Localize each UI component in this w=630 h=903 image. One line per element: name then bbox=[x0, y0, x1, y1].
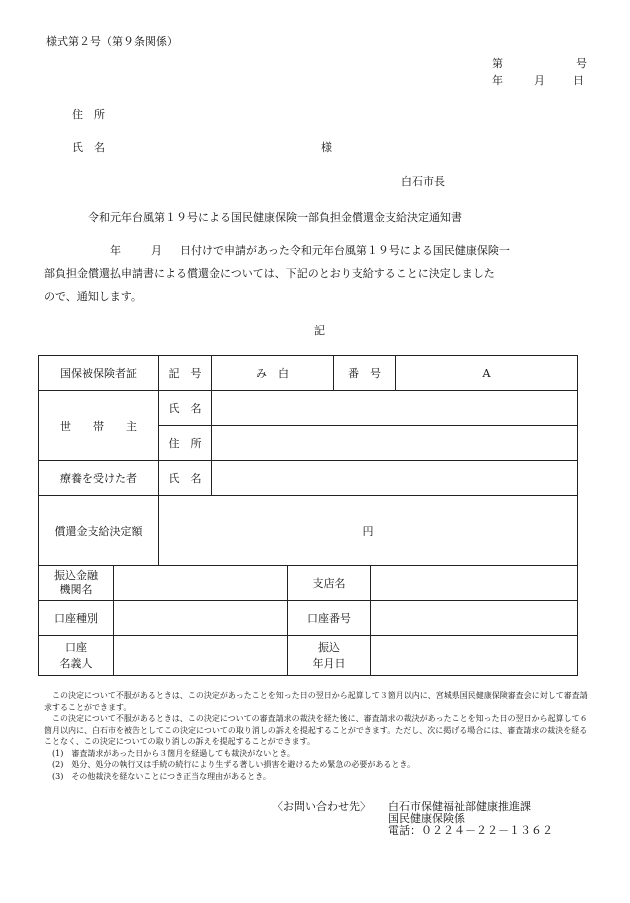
contact-label: 〈お問い合わせ先〉 bbox=[272, 800, 371, 813]
household-name-value bbox=[212, 391, 578, 426]
patient-name-label: 氏 名 bbox=[159, 461, 212, 496]
contact-department: 白石市保健福祉部健康推進課 bbox=[388, 800, 531, 813]
household-name-label: 氏 名 bbox=[159, 391, 212, 426]
account-holder-value bbox=[114, 636, 288, 676]
recipient-honorific: 様 bbox=[321, 141, 332, 154]
form-number: 様式第２号（第９条関係） bbox=[46, 35, 178, 48]
patient-label: 療養を受けた者 bbox=[39, 461, 159, 496]
account-holder-label bbox=[39, 636, 114, 676]
payment-decision-table bbox=[38, 355, 578, 676]
body-month: 月 bbox=[151, 244, 162, 257]
contact-block bbox=[388, 801, 553, 837]
transfer-date-value bbox=[371, 636, 578, 676]
number-label: 番 号 bbox=[334, 356, 396, 391]
date-month: 月 bbox=[534, 74, 545, 87]
body-line3: ので、通知します。 bbox=[44, 290, 142, 303]
note-item-2: (2) 処分、処分の執行又は手続の続行により生ずる著しい損害を避けるため緊急の必要があるとき。 bbox=[52, 760, 416, 769]
branch-label: 支店名 bbox=[288, 566, 371, 601]
account-holder-label-line2: 名義人 bbox=[59, 656, 93, 670]
note-paragraph-1: この決定について不服があるときは、この決定があったことを知った日の翌日から起算して３箇月以内に、宮城県国民健康保険審査会に対して審査請求することができます。 bbox=[44, 691, 588, 712]
branch-value bbox=[371, 566, 578, 601]
transfer-date-label bbox=[288, 636, 371, 676]
number-value: A bbox=[396, 356, 578, 391]
symbol-label: 記 号 bbox=[159, 356, 212, 391]
note-paragraph-2: この決定について不服があるときは、この決定についての審査請求の裁決を経た後に、審査請求の裁決があったことを知った日の翌日から起算して６箇月以内に、白石市を被告としてこの決定についての取り消しの訴えを提起することができます。ただし、次に掲げる場合には、審査請求の裁決を経ることなく、この決定についての取り消しの訴えを提起することができます。 bbox=[44, 714, 588, 746]
bank-label bbox=[39, 566, 114, 601]
patient-name-value bbox=[212, 461, 578, 496]
date-day: 日 bbox=[573, 74, 584, 87]
symbol-value: み 白 bbox=[212, 356, 334, 391]
amount-unit: 円 bbox=[159, 496, 578, 566]
date-year: 年 bbox=[492, 74, 503, 87]
account-number-label: 口座番号 bbox=[288, 601, 371, 636]
bank-label-line2: 機関名 bbox=[59, 583, 93, 596]
account-type-label: 口座種別 bbox=[39, 601, 114, 636]
contact-phone: 電話：０２２４－２２－１３６２ bbox=[388, 824, 553, 837]
household-address-value bbox=[212, 426, 578, 461]
doc-number-prefix: 第 bbox=[492, 57, 503, 70]
recipient-address-label: 住 所 bbox=[72, 108, 105, 121]
document-title: 令和元年台風第１９号による国民健康保険一部負担金償還金支給決定通知書 bbox=[88, 211, 462, 224]
doc-number-suffix: 号 bbox=[576, 57, 587, 70]
household-address-label: 住 所 bbox=[159, 426, 212, 461]
issuer: 白石市長 bbox=[401, 175, 445, 188]
transfer-date-label-line1: 振込 bbox=[318, 640, 340, 654]
account-number-value bbox=[371, 601, 578, 636]
body-line1: 日付けで申請があった令和元年台風第１９号による国民健康保険一 bbox=[180, 244, 510, 257]
account-type-value bbox=[114, 601, 288, 636]
body-year: 年 bbox=[110, 244, 121, 257]
household-head-label: 世 帯 主 bbox=[39, 391, 159, 461]
ki-heading: 記 bbox=[314, 324, 325, 337]
body-line2: 部負担金償還払申請書による償還金については、下記のとおり支給することに決定しました bbox=[44, 267, 495, 280]
body-paragraph bbox=[44, 239, 589, 308]
insured-card-label: 国保被保険者証 bbox=[39, 356, 159, 391]
bank-value bbox=[114, 566, 288, 601]
transfer-date-label-line2: 年月日 bbox=[312, 656, 346, 670]
contact-section: 国民健康保険係 bbox=[388, 812, 465, 825]
note-item-1: (1) 審査請求があった日から３箇月を経過しても裁決がないとき。 bbox=[52, 748, 295, 758]
notes bbox=[44, 690, 589, 782]
recipient-name-label: 氏 名 bbox=[72, 141, 105, 154]
note-item-3: (3) その他裁決を経ないことにつき正当な理由があるとき。 bbox=[52, 771, 271, 781]
account-holder-label-line1: 口座 bbox=[65, 640, 87, 654]
amount-label: 償還金支給決定額 bbox=[39, 496, 159, 566]
bank-label-line1: 振込金融 bbox=[54, 569, 98, 582]
